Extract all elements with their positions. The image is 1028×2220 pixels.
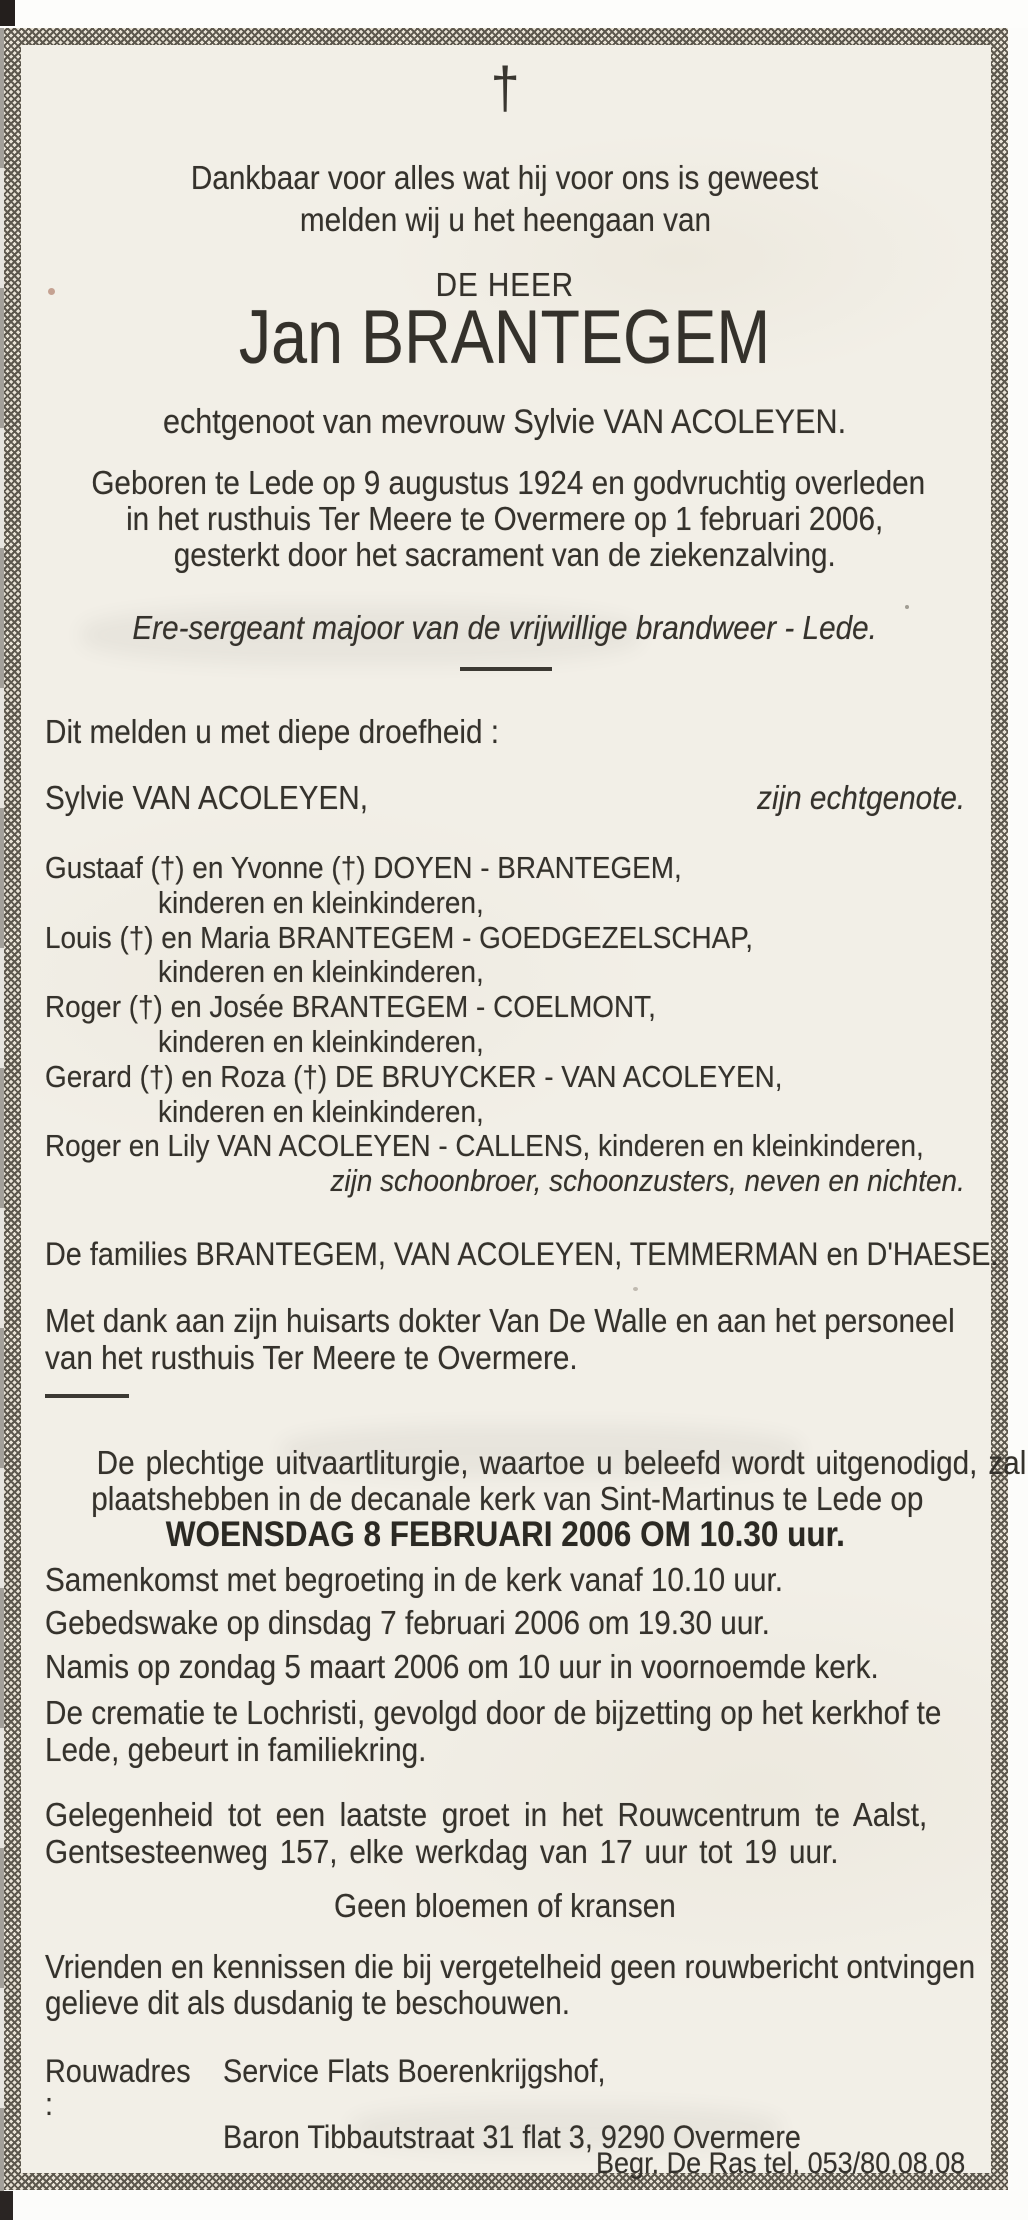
scan-speck <box>633 1287 638 1291</box>
family-list <box>45 851 965 1199</box>
family-entry: Roger (†) en Josée BRANTEGEM - COELMONT, <box>45 989 656 1025</box>
gathering-line: Samenkomst met begroeting in de kerk vanaf 10.10 uur. <box>45 1561 783 1598</box>
scan-bottom-mark <box>0 2191 13 2220</box>
family-sub: kinderen en kleinkinderen, <box>158 1023 484 1059</box>
scan-corner-mark <box>0 0 15 26</box>
cremation-paragraph: De crematie te Lochristi, gevolgd door de bijzetting op het kerkhof te Lede, gebeurt in familiekring. <box>45 1694 942 1768</box>
intro-lines <box>45 157 965 241</box>
family-relation-note: zijn schoonbroer, schoonzusters, neven en nichten. <box>330 1163 965 1199</box>
cross-icon: † <box>490 56 520 121</box>
thanks-paragraph: Met dank aan zijn huisarts dokter Van De Walle en aan het personeel van het rusthuis Ter Meere te Overmere. <box>45 1302 955 1376</box>
no-flowers-line: Geen bloemen of kransen <box>334 1887 676 1924</box>
mourning-address <box>45 2055 965 2154</box>
family-entry: Roger en Lily VAN ACOLEYEN - CALLENS, kinderen en kleinkinderen, <box>45 1128 924 1164</box>
family-sub: kinderen en kleinkinderen, <box>158 1093 484 1129</box>
mourning-address-line-1: Service Flats Boerenkrijgshof, <box>223 2053 606 2089</box>
vigil-line: Gebedswake op dinsdag 7 februari 2006 om 19.30 uur. <box>45 1604 770 1641</box>
apology-paragraph: Vrienden en kennissen die bij vergetelheid geen rouwbericht ontvingen gelieve dit als dusdanig te beschouwen. <box>45 1948 976 2021</box>
scan-margin-top <box>0 0 1028 28</box>
announcement-lead: Dit melden u met diepe droefheid : <box>45 713 500 750</box>
deceased-name: Jan BRANTEGEM <box>239 295 771 380</box>
divider-center <box>460 667 552 671</box>
undertaker-line: Begr. De Ras tel. 053/80.08.08 <box>595 2147 965 2180</box>
liturgy-paragraph: De plechtige uitvaartliturgie, waartoe u beleefd wordt uitgenodigd, zal plaatshebben in de decanale kerk van Sint-Martinus te Lede op <box>91 1444 1027 1517</box>
family-sub: kinderen en kleinkinderen, <box>158 884 484 920</box>
widow-relation: zijn echtgenote. <box>756 779 965 816</box>
honorific-line: Ere-sergeant majoor van de vrijwillige brandweer - Lede. <box>132 609 878 646</box>
family-entry: Gerard (†) en Roza (†) DE BRUYCKER - VAN ACOLEYEN, <box>45 1058 783 1094</box>
families-line: De families BRANTEGEM, VAN ACOLEYEN, TEMMERMAN en D'HAESE. <box>45 1236 999 1272</box>
funeral-datetime: WOENSDAG 8 FEBRUARI 2006 OM 10.30 uur. <box>165 1515 845 1554</box>
intro-line-1: Dankbaar voor alles wat hij voor ons is geweest <box>191 159 819 196</box>
notice-card-border <box>4 28 1027 2190</box>
widow-row <box>45 779 965 817</box>
widow-name: Sylvie VAN ACOLEYEN, <box>45 779 368 816</box>
divider-left <box>45 1394 129 1398</box>
notice-paper <box>21 45 1027 2180</box>
family-sub: kinderen en kleinkinderen, <box>158 954 484 990</box>
memorial-mass-line: Namis op zondag 5 maart 2006 om 10 uur in voornoemde kerk. <box>45 1648 879 1685</box>
salutation: DE HEER <box>435 266 575 303</box>
mourning-address-line-2: Baron Tibbautstraat 31 flat 3, 9290 Overmere <box>223 2119 801 2155</box>
mourning-address-label: Rouwadres : <box>45 2053 191 2122</box>
intro-line-2: melden wij u het heengaan van <box>299 201 711 238</box>
family-entry: Louis (†) en Maria BRANTEGEM - GOEDGEZELSCHAP, <box>45 919 754 955</box>
birth-death-paragraph: Geboren te Lede op 9 augustus 1924 en godvruchtig overleden in het rusthuis Ter Meere te Overmere op 1 februari 2006, gesterkt door het sacrament van de ziekenzalving. <box>91 464 926 573</box>
family-entry: Gustaaf (†) en Yvonne (†) DOYEN - BRANTEGEM, <box>45 850 682 885</box>
spouse-line: echtgenoot van mevrouw Sylvie VAN ACOLEYEN. <box>163 403 847 441</box>
farewell-paragraph: Gelegenheid tot een laatste groet in het Rouwcentrum te Aalst, Gentsesteenweg 157, elke werkdag van 17 uur tot 19 uur. <box>45 1796 928 1870</box>
